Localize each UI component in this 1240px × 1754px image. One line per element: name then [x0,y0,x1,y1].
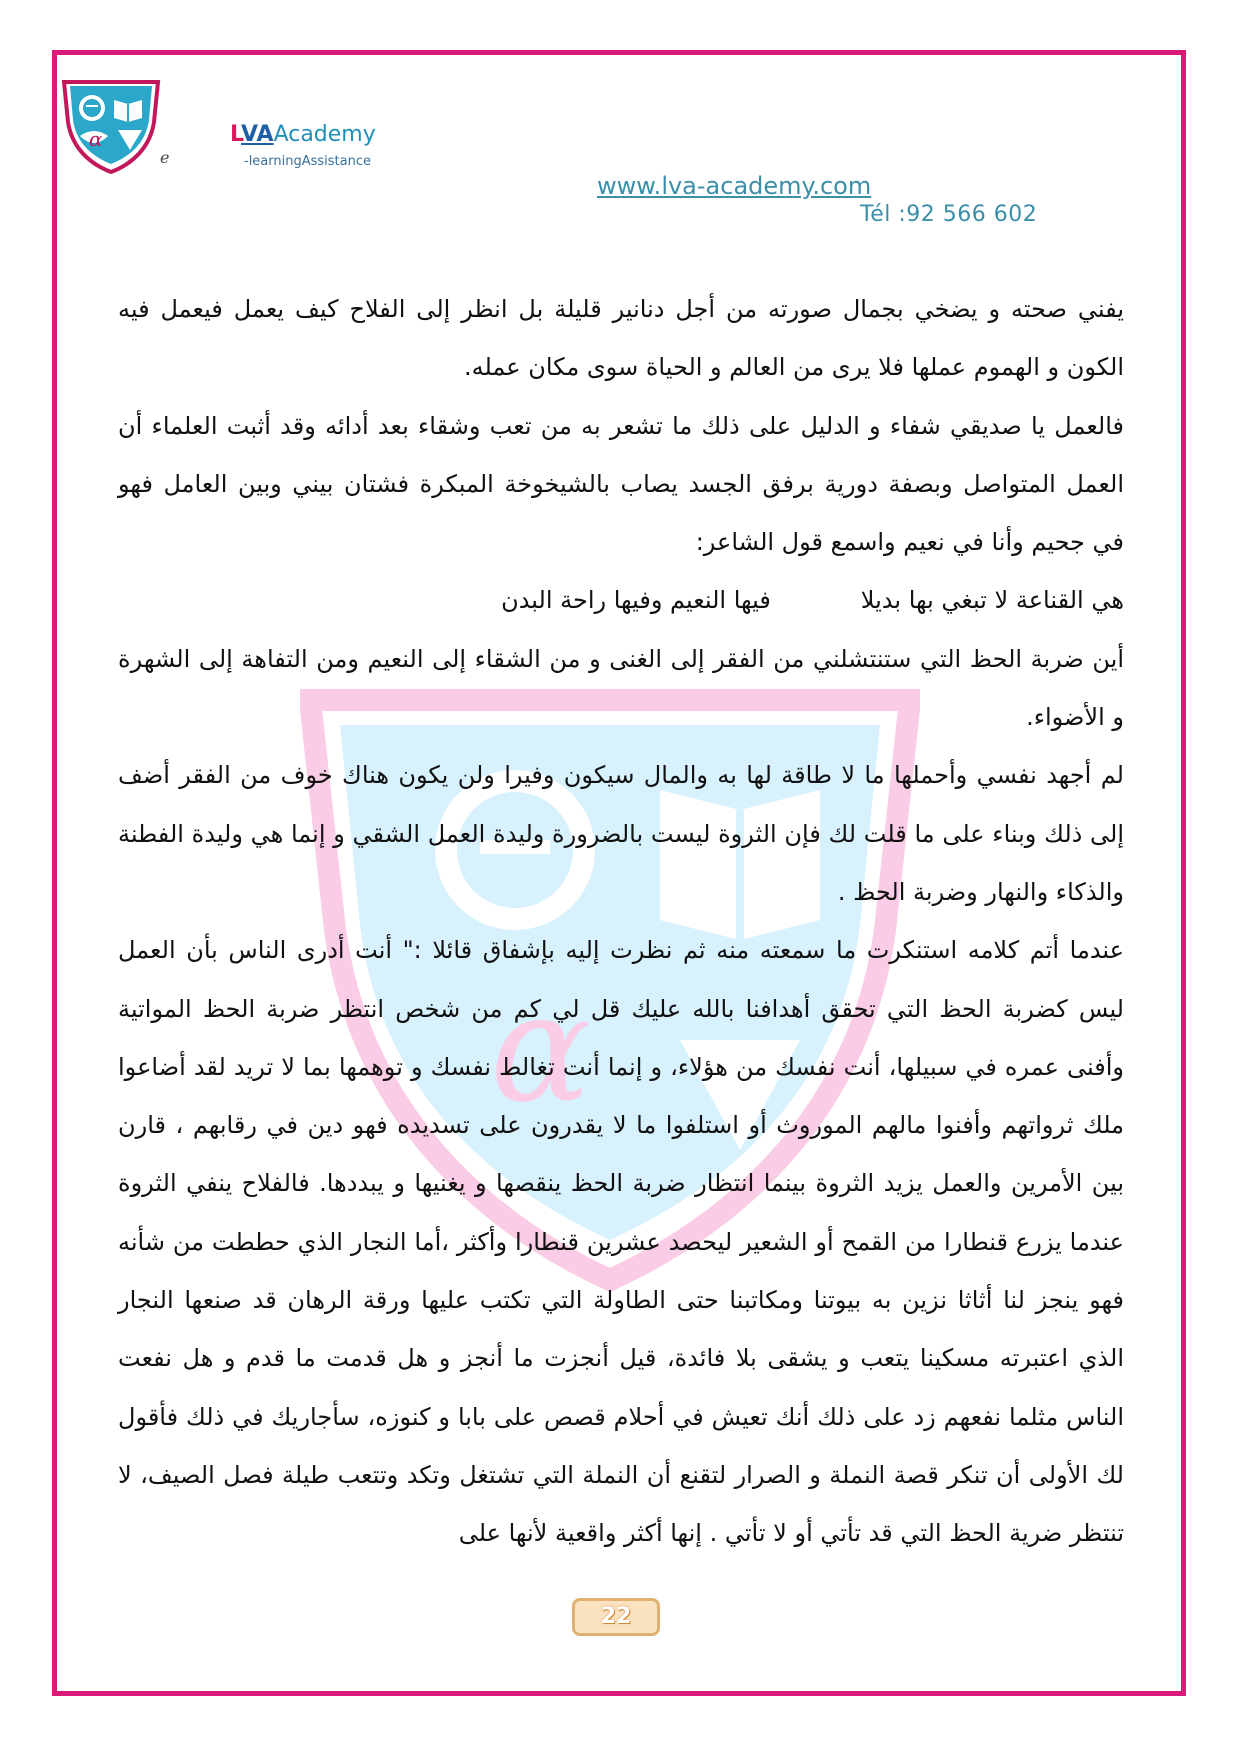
paragraph: أين ضربة الحظ التي ستنتشلني من الفقر إلى الغنى و من الشقاء إلى النعيم ومن التفاهة إلى الشهرة و الأضواء. [118,644,1124,732]
brand-l: L [230,122,241,147]
brand-tagline: -learningAssistance [244,154,371,169]
lva-shield-logo-icon [56,78,166,174]
paragraph: لم أجهد نفسي وأحملها ما لا طاقة لها به والمال سيكون وفيرا ولن يكون هناك خوف من الفقر أضف إلى ذلك وبناء على ما قلت لك فإن الثروة ليست بالضرورة وليدة العمل الشقي و إنما هي وليدة الفطنة والذكاء والنهار وضربة الحظ . [118,761,1124,906]
website-link[interactable]: www.lva-academy.com [597,172,872,200]
brand-name[interactable] [230,122,376,148]
verse-hemistich: هي القناعة لا تبغي بها بديلا [860,586,1124,615]
brand-academy: Academy [273,122,376,147]
phone-number: Tél :92 566 602 [860,202,1038,227]
article-body [118,280,1124,1563]
verse-hemistich: فيها النعيم وفيها راحة البدن [501,586,771,615]
svg-text:α: α [89,127,103,151]
poem-verse [118,571,1124,629]
brand-va: VA [241,122,274,147]
paragraph: فالعمل يا صديقي شفاء و الدليل على ذلك ما تشعر به من تعب وشقاء بعد أدائه وقد أثبت العلماء أن العمل المتواصل وبصفة دورية برفق الجسد يصاب بالشيخوخة المبكرة فشتان بيني وبين العامل فهو في جحيم وأنا في نعيم واسمع قول الشاعر: [118,411,1124,557]
paragraph: يفني صحته و يضخي بجمال صورته من أجل دنانير قليلة بل انظر إلى الفلاح كيف يعمل فيعمل فيه الكون و الهموم عملها فلا يرى من العالم و الحياة سوى مكان عمله. [118,295,1124,382]
paragraph: عندما أتم كلامه استنكرت ما سمعته منه ثم نظرت إليه بإشفاق قائلا :" أنت أدرى الناس بأن العمل ليس كضربة الحظ التي تحقق أهدافنا بالله عليك قل لي كم من شخص انتظر ضربة الحظ المواتية وأفنى عمره في سبيلها، أنت نفسك من هؤلاء، و إنما أنت تغالط نفسك و توهمها بما لا تريد لقد أضاعوا ملك ثرواتهم وأفنوا مالهم الموروث أو استلفوا ما لا يقدرون على تسديده فهو دين في رقابهم ، قارن بين الأمرين والعمل يزيد الثروة بينما انتظار ضربة الحظ ينقصها و يغنيها و يبددها. فالفلاح ينفي الثروة عندما يزرع قنطارا من القمح أو الشعير ليحصد عشرين قنطارا وأكثر ،أما النجار الذي حططت من شأنه فهو ينجز لنا أثاثا نزين به بيوتنا ومكاتبنا حتى الطاولة التي تكتب عليها ورقة الرهان قد صنعها النجار الذي اعتبرته مسكينا يتعب و يشقى بلا فائدة، قيل أنجزت ما أنجز و هل قدمت ما قدم و هل نفعت الناس مثلما نفعهم زد على ذلك أنك تعيش في أحلام قصص على بابا و كنوزه، سأجاريك في ذلك فأقول لك الأولى أن تنكر قصة النملة و الصرار لتقنع أن النملة التي تشتغل وتكد وتتعب طيلة فصل الصيف، لا تنتظر ضرية الحظ التي قد تأتي أو لا تأتي . إنها أكثر واقعية لأنها على [118,936,1124,1548]
svg-text:α: α [490,962,592,1136]
logo-letter: e [160,148,170,167]
page-number-badge: 22 [572,1598,660,1636]
